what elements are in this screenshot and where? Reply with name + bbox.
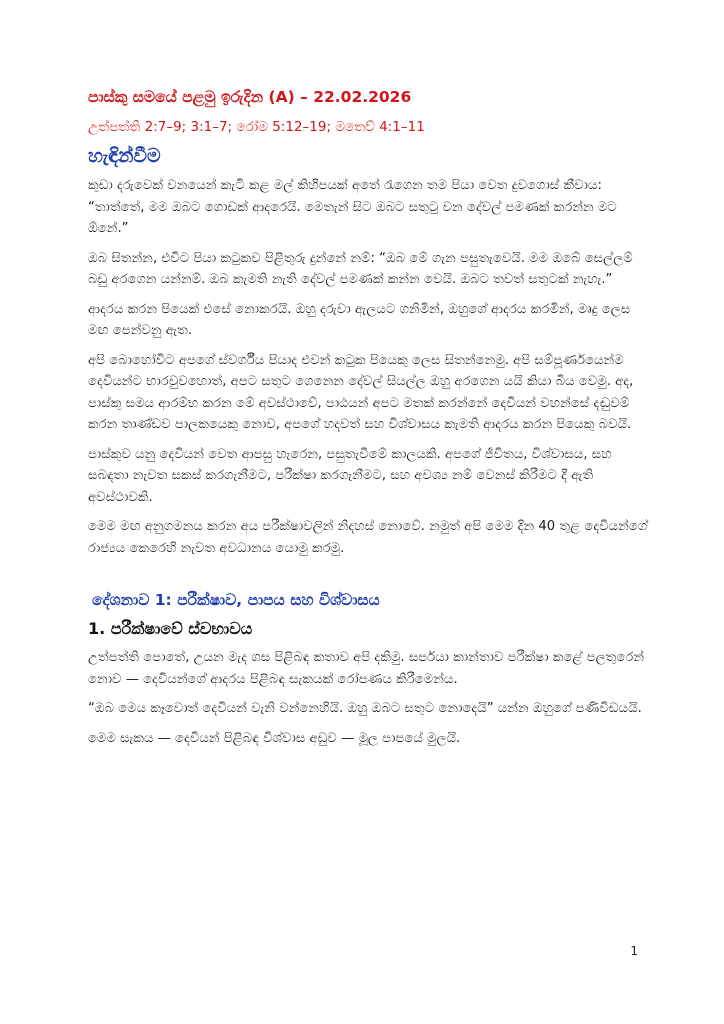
intro-paragraph-4: අපි බොහෝවිට අපගේ ස්වර්ගීය පියාද එවන් කටුක පියෙකු ලෙස සිතන්නෙමු. අපි සම්පූර්ණයෙන්ම දෙවියන්ට භාරවුවහොත්, අපට සතුට ගෙනෙන දේවල් සියල්ල ඔහු අරගෙන යයි කියා බිය වෙමු. අද, පාස්කු සමය ආරම්භ කරන මේ අවස්ථාවේ, පාඨයන් අපට මතක් කරන්නේ දෙවියන් වහන්සේ දඬුවම් කරන තාණ්ඩව පාලකයෙකු නොව, අපගේ හදවත් සහ විශ්වාසය කැමති ආදරය කරන පියෙකු බවයි. (88, 352, 634, 432)
sermon-paragraph-3: මෙම සැකය — දෙවියන් පිළිබඳ විශ්වාස අඩුව — මූල පාපයේ මුලයි. (88, 730, 461, 746)
intro-paragraph-2: ඔබ සිතන්න, එවිට පියා කටුකව පිළිතුරු දුන්නේ නම්: “ඔබ මේ ගැන පසුතැවෙයි. මම ඔබේ සෙල්ලම් බඩු අරගෙන යන්නම්. ඔබ කැමති නැති දේවල් පමණක් කන්න වෙයි. ඔබට තවත් සතුටක් නැහැ.” (88, 250, 633, 287)
intro-paragraph-5: පාස්කුව යනු දෙවියන් වෙත ආපසු හැරෙන, පසුතැවීමේ කාලයකි. අපගේ ජීවිතය, විශ්වාසය, සහ සබඳතා නැවත සකස් කරගැනීමට, පරීක්ෂා කරගැනීමට, සහ අවශ්‍ය නම් වෙනස් කිරීමට දී ඇති අවස්ථාවකි. (88, 446, 612, 505)
sermon-paragraph-2: “ඔබ මෙය කෑවොත් දෙවියන් වැනි වන්නෙහියි. ඔහු ඔබට සතුට නොදෙයි” යන්න ඔහුගේ පණිවිඩයයි. (88, 701, 642, 716)
intro-paragraph-3: ආදරය කරන පියෙක් එසේ නොකරයි. ඔහු දරුවා ඇලයට ගනිමින්, ඔහුගේ ආදරය කරමින්, මෘදු ලෙස මඟ පෙන්වනු ඇත. (88, 301, 631, 338)
section-subheading: 1. පරීක්ෂාවේ ස්වභාවය (88, 619, 253, 638)
scripture-readings: උත්පත්ති 2:7–9; 3:1–7; රෝම 5:12–19; මතෙව් 4:1–11 (88, 119, 425, 135)
sermon-paragraph-1: උත්පත්ති පොතේ, උයන මැද ගස පිළිබඳ කතාව අපි දකිමු. සර්පයා කාන්තාව පරීක්ෂා කළේ පලතුරෙන් නොව — දෙවියන්ගේ ආදරය පිළිබඳ සැකයක් රෝපණය කිරීමෙන්ය. (88, 650, 645, 687)
document-page (88, 86, 648, 757)
sermon-heading: දේශනාව 1: පරීක්ෂාව, පාපය සහ විශ්වාසය (92, 591, 380, 609)
document-title: පාස්කු සමයේ පළමු ඉරුදින (A) – 22.02.2026 (88, 88, 412, 106)
page-number: 1 (630, 944, 638, 958)
intro-heading: හැඳින්වීම (88, 145, 161, 167)
intro-paragraph-1: කුඩා දරුවෙක් වනයෙන් කැටි කළ මල් කිහිපයක් අතේ රැගෙන තම පියා වෙත දුවගොස් කීවාය: “තාත්තේ, මම ඔබට ගොඩක් ආදරෙයි. මෙතැන් සිට ඔබට සතුටු වන දේවල් පමණක් කරන්න මට ඕනේ.” (88, 178, 617, 236)
intro-paragraph-6: මෙම මඟ අනුගමනය කරන අය පරීක්ෂාවලින් නිදහස් නොවේ. නමුත් අපි මෙම දින 40 තුළ දෙවියන්ගේ රාජ්‍යය කෙරෙහි නැවත අවධානය යොමු කරමු. (88, 519, 648, 556)
